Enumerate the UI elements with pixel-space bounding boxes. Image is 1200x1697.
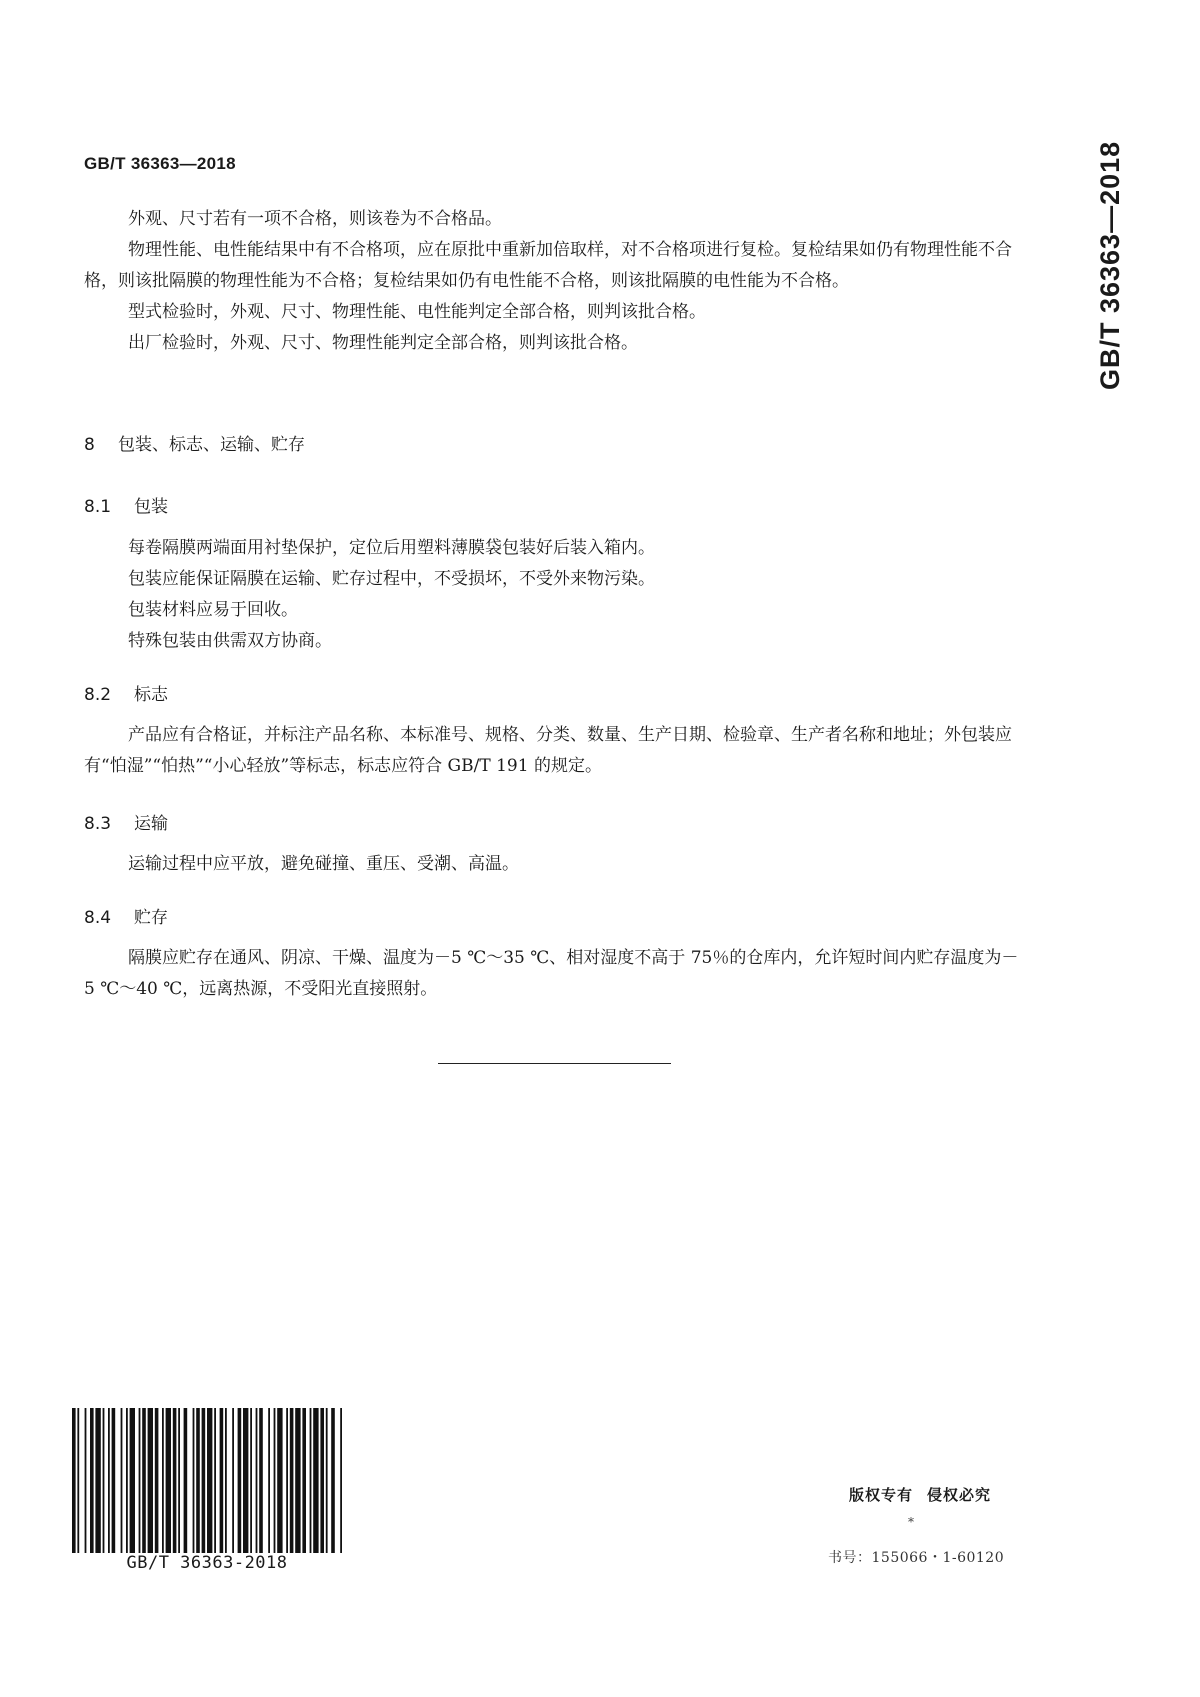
barcode-bar	[202, 1408, 206, 1572]
barcode-bar	[72, 1408, 76, 1572]
subsection-title: 包装	[134, 497, 168, 517]
body-paragraph: 隔膜应贮存在通风、阴凉、干燥、温度为－5 ℃～35 ℃、相对湿度不高于 75％的仓库内，允许短时间内贮存温度为－5 ℃～40 ℃，远离热源，不受阳光直接照射。	[84, 948, 1019, 999]
barcode-bar	[313, 1408, 318, 1572]
subsection-number: 8.1	[84, 497, 112, 517]
barcode-bar	[243, 1408, 248, 1572]
barcode-bar	[112, 1408, 116, 1572]
barcode-bar	[326, 1408, 328, 1572]
barcode-bar	[256, 1408, 258, 1572]
barcode-bar	[310, 1408, 312, 1572]
barcode-bar	[331, 1408, 335, 1572]
subsection-number: 8.2	[84, 685, 112, 705]
barcode-bar	[95, 1408, 100, 1572]
intro-paragraph: 出厂检验时，外观、尺寸、物理性能判定全部合格，则判该批合格。	[128, 333, 638, 353]
barcode-bar	[178, 1408, 180, 1572]
barcode-bar	[173, 1408, 177, 1572]
intro-paragraph: 外观、尺寸若有一项不合格，则该卷为不合格品。	[128, 209, 502, 229]
subsection-heading	[84, 492, 168, 517]
subsection-number: 8.4	[84, 908, 112, 928]
subsection-body	[84, 943, 1024, 1005]
barcode-image	[72, 1408, 342, 1572]
barcode-bar	[290, 1408, 294, 1572]
body-paragraph: 运输过程中应平放，避免碰撞、重压、受潮、高温。	[128, 854, 519, 874]
barcode-bar	[302, 1408, 306, 1572]
barcode-bar	[130, 1408, 135, 1572]
side-doc-code: GB/T 36363—2018	[1095, 140, 1125, 390]
barcode-bar	[220, 1408, 224, 1572]
section-title: 包装、标志、运输、贮存	[118, 435, 305, 455]
subsection-body	[84, 533, 1024, 657]
barcode-bar	[126, 1408, 128, 1572]
subsection-title: 贮存	[134, 908, 168, 928]
barcode-bar	[268, 1408, 270, 1572]
barcode-bar	[77, 1408, 79, 1572]
barcode-bar	[277, 1408, 282, 1572]
header-doc-code: GB/T 36363—2018	[84, 154, 236, 173]
barcode-bar	[193, 1408, 195, 1572]
barcode-bar	[142, 1408, 146, 1572]
barcode-bar	[214, 1408, 216, 1572]
subsection-body	[84, 720, 1024, 782]
barcode-bar	[320, 1408, 324, 1572]
subsection-heading	[84, 809, 168, 834]
barcode-bar	[286, 1408, 288, 1572]
barcode-bar	[196, 1408, 200, 1572]
end-rule	[438, 1063, 671, 1064]
body-paragraph: 包装应能保证隔膜在运输、贮存过程中，不受损坏，不受外来物污染。	[128, 569, 655, 589]
subsection-number: 8.3	[84, 814, 112, 834]
subsection-title: 标志	[134, 685, 168, 705]
section-heading	[84, 430, 305, 455]
barcode-bar	[155, 1408, 159, 1572]
barcode-bar	[166, 1408, 171, 1572]
barcode-caption: GB/T 36363-2018	[72, 1553, 342, 1573]
barcode-bar	[90, 1408, 94, 1572]
intro-paragraph: 物理性能、电性能结果中有不合格项，应在原批中重新加倍取样，对不合格项进行复检。复检结果如仍有物理性能不合格，则该批隔膜的物理性能为不合格；复检结果如仍有电性能不合格，则该批隔膜的电性能为不合格。	[84, 240, 1012, 291]
subsection-body	[84, 849, 1024, 880]
barcode-bar	[103, 1408, 105, 1572]
copyright-right: 侵权必究	[927, 1486, 992, 1504]
barcode-bar	[274, 1408, 276, 1572]
barcode-bar	[162, 1408, 164, 1572]
barcode-bar	[232, 1408, 234, 1572]
intro-block	[84, 204, 1024, 359]
section-number: 8	[84, 435, 95, 455]
copyright-notice	[820, 1484, 1020, 1505]
body-paragraph: 每卷隔膜两端面用衬垫保护，定位后用塑料薄膜袋包装好后装入箱内。	[128, 538, 655, 558]
intro-paragraph: 型式检验时，外观、尺寸、物理性能、电性能判定全部合格，则判该批合格。	[128, 302, 706, 322]
barcode-bar	[259, 1408, 263, 1572]
barcode-bar	[85, 1408, 87, 1572]
subsection-title: 运输	[134, 814, 168, 834]
body-paragraph: 特殊包装由供需双方协商。	[128, 631, 332, 651]
barcode-bar	[250, 1408, 252, 1572]
barcode-bar	[238, 1408, 242, 1572]
barcode-bar	[108, 1408, 110, 1572]
barcode-bar	[225, 1408, 227, 1572]
body-paragraph: 包装材料应易于回收。	[128, 600, 298, 620]
barcode-bar	[148, 1408, 153, 1572]
body-paragraph: 产品应有合格证，并标注产品名称、本标准号、规格、分类、数量、生产日期、检验章、生产者名称和地址；外包装应有“怕湿”“怕热”“小心轻放”等标志，标志应符合 GB/T 191 的规定。	[84, 725, 1012, 776]
barcode-bar	[207, 1408, 212, 1572]
barcode-bar	[121, 1408, 123, 1572]
subsection-heading	[84, 903, 168, 928]
barcode-bar	[295, 1408, 300, 1572]
barcode-bar	[184, 1408, 188, 1572]
copyright-left: 版权专有	[848, 1486, 913, 1504]
subsection-heading	[84, 680, 168, 705]
star-mark: *	[908, 1515, 914, 1529]
barcode-bar	[340, 1408, 342, 1572]
book-number: 书号：155066・1-60120	[828, 1550, 1005, 1566]
barcode-bar	[139, 1408, 141, 1572]
